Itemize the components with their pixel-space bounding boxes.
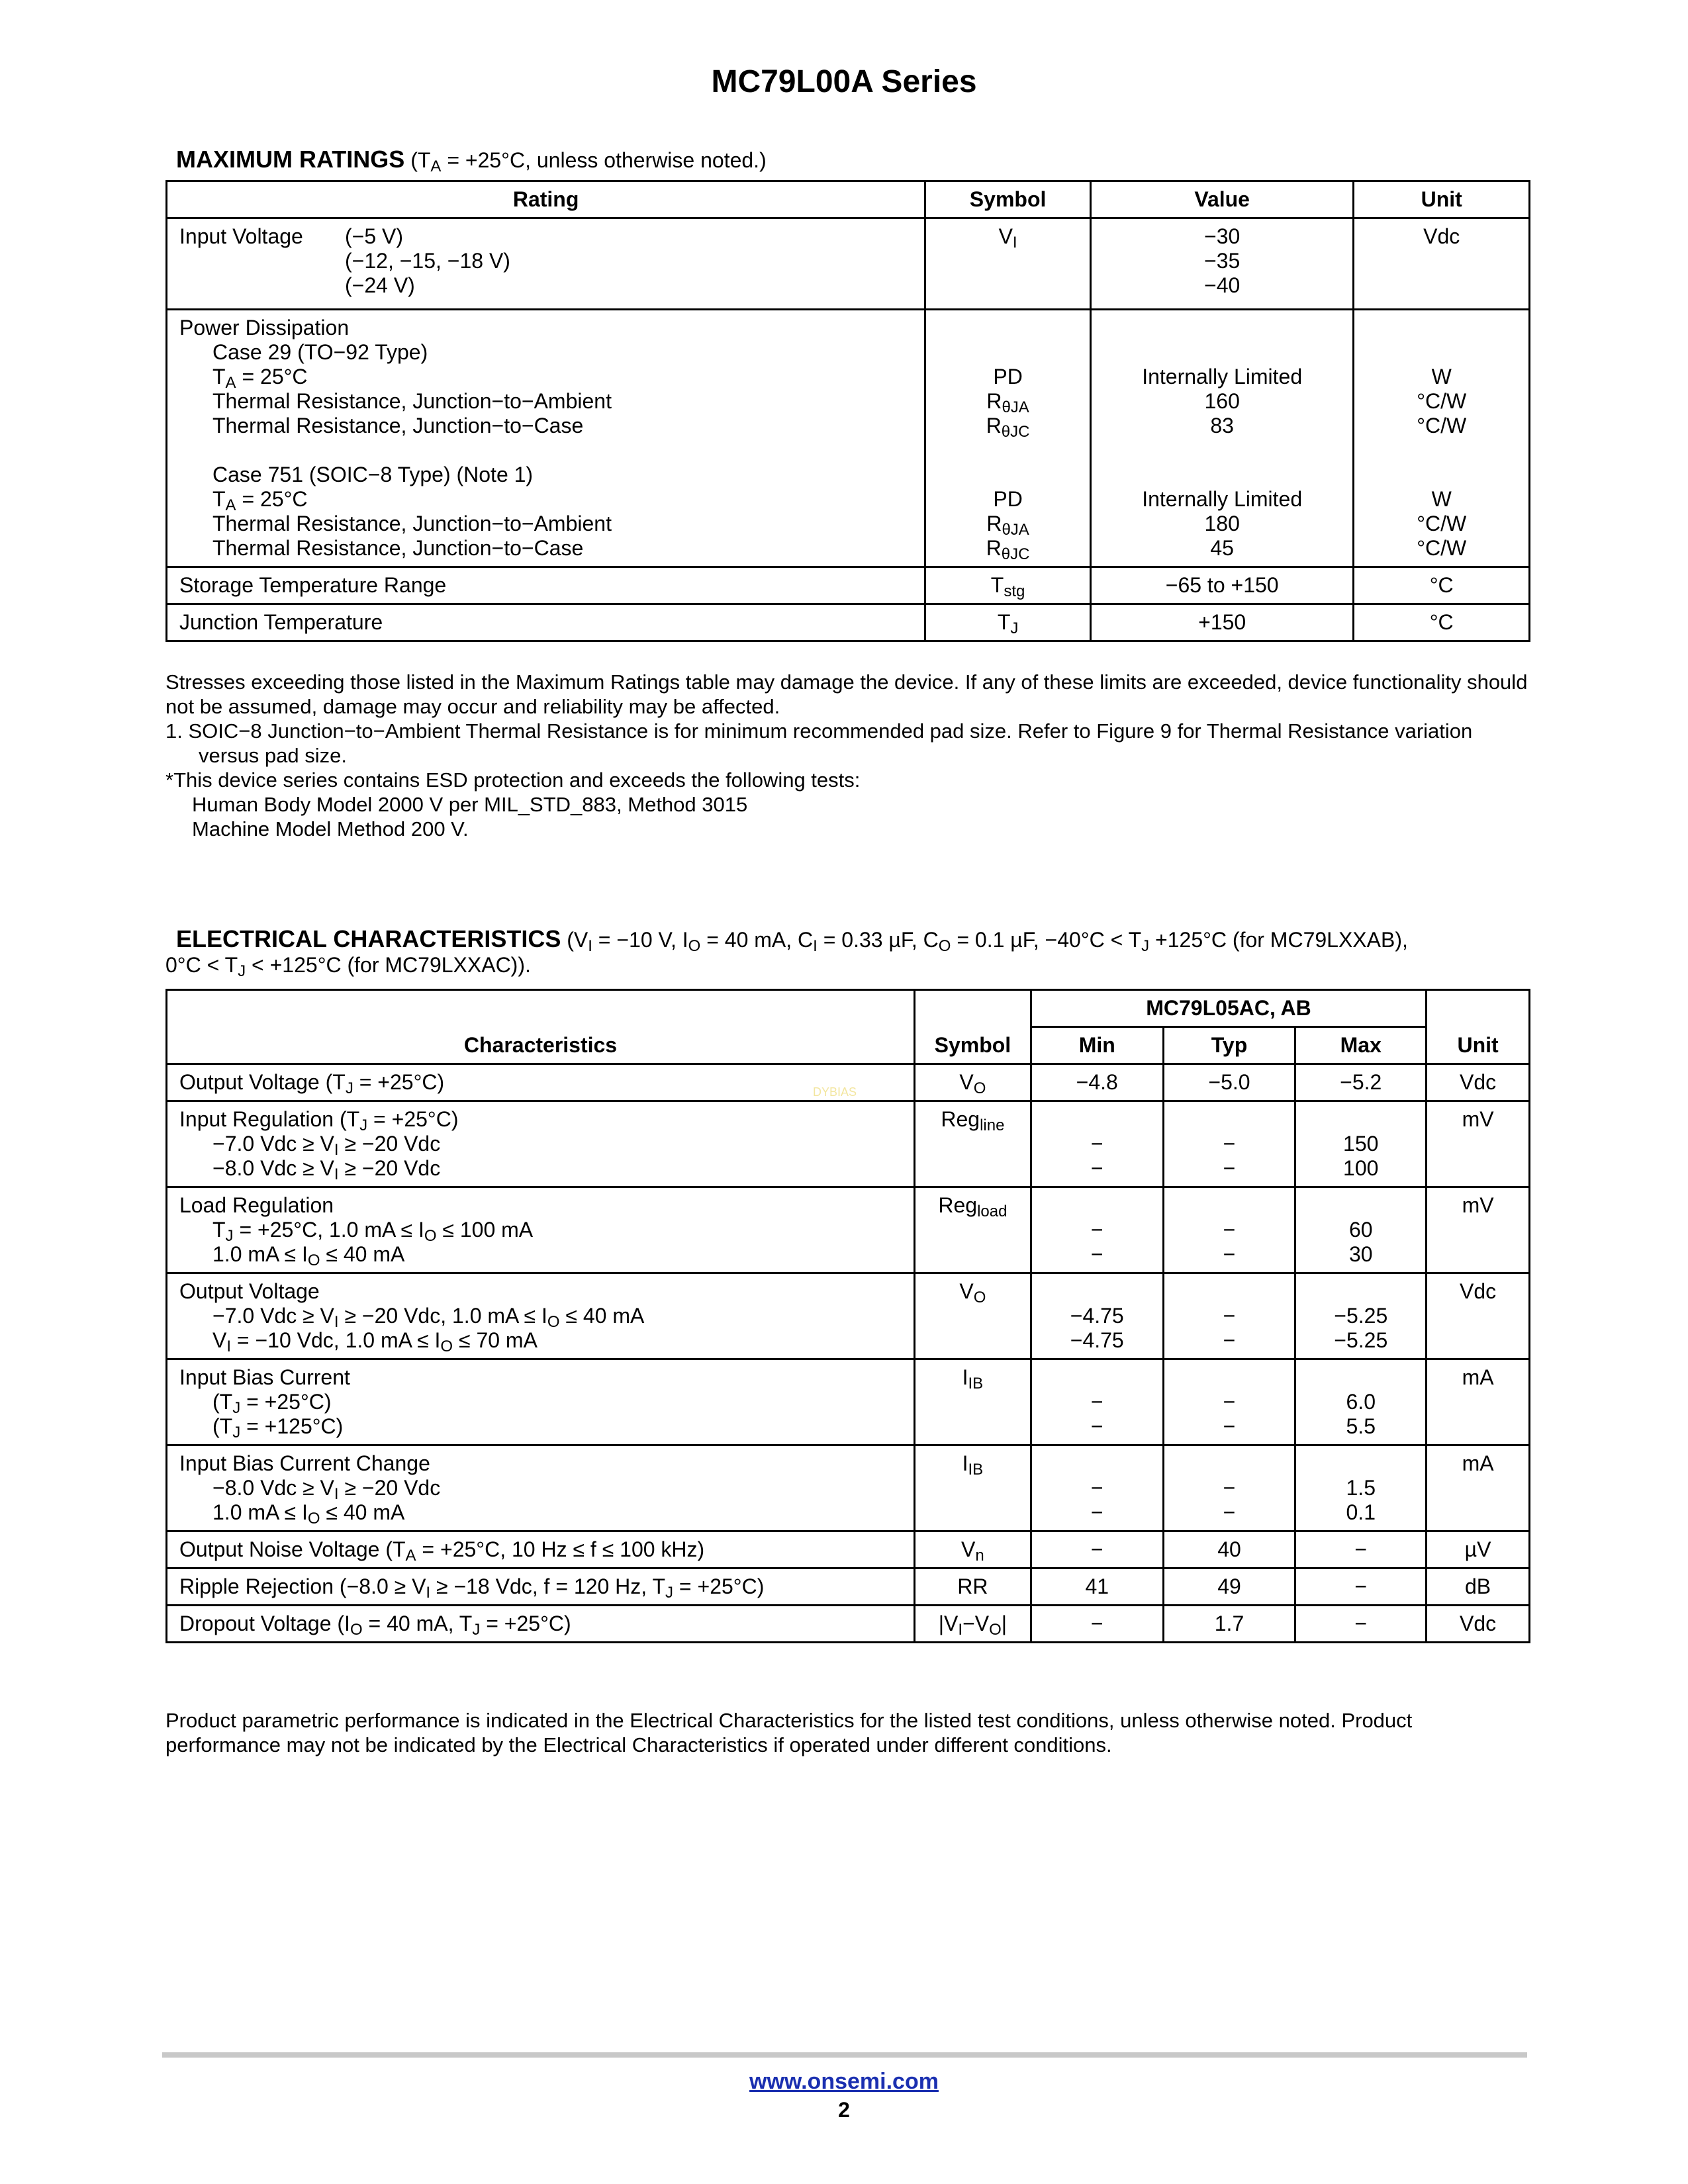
esd-note: *This device series contains ESD protection and exceeds the following tests:: [165, 768, 861, 792]
header-max: Max: [1295, 1027, 1427, 1064]
header-characteristics: Characteristics: [167, 990, 915, 1064]
unit-cell: W °C/W °C/W W °C/W °C/W: [1354, 310, 1530, 567]
page-number: 2: [838, 2098, 850, 2122]
header-typ: Typ: [1163, 1027, 1295, 1064]
header-rating: Rating: [167, 181, 925, 218]
symbol-cell: PD $R_{\theta JA}$ $R_{\theta JC}$ PD $R_{\theta JA}$ $R_{\theta JC}$: [925, 310, 1091, 567]
unit-cell: Vdc: [1354, 218, 1530, 310]
table-row: [167, 218, 1530, 310]
table-row: Output Noise Voltage ($T_A = +25^\circ C$, 10 Hz ≤ f ≤ 100 kHz) $V_n$ − 40 − µV: [167, 1531, 1530, 1569]
footer-link[interactable]: www.onsemi.com: [749, 2069, 939, 2094]
max-ratings-notes: Stresses exceeding those listed in the Maximum Ratings table may damage the device. If any of these limits are exceeded, device functionality should not be assumed, damage may occur and reliability may be affected. 1. SOIC−8 Junction−to−Ambient Thermal Resistance is for minimum recommended pad size. Refer to Figure 9 for Thermal Resistance variation versus pad size. *This device series contains ESD protection and exceeds the following tests: Human Body Model 2000 V per MIL_STD_883, Method 3015 Machine Model Method 200 V.: [165, 670, 1529, 841]
header-group: MC79L05AC, AB: [1031, 990, 1426, 1027]
max-ratings-heading: MAXIMUM RATINGS ($T_A = +25^\circ C$, unless otherwise noted.): [176, 146, 767, 175]
elec-char-table: [165, 989, 1530, 1643]
table-row: Load Regulation $T_J = +25^\circ C$, 1.0 mA ≤ $I_O \le 100$ mA 1.0 mA ≤ $I_O \le 40$ mA Reg$_{load}$ − − − − 60 30 mV: [167, 1187, 1530, 1273]
header-unit: Unit: [1427, 990, 1530, 1064]
variant: (−5 V): [345, 224, 404, 248]
table-row: Input Regulation $(T_J = +25^\circ C)$ −7.0 Vdc ≥ $V_I \ge -20$ Vdc −8.0 Vdc ≥ $V_I \ge -20$ Vdc Reg$_{line}$ − − − − 150 100 mV: [167, 1101, 1530, 1187]
table-row: Dropout Voltage ($I_O = 40$ mA, $T_J = +25^\circ C$) $|V_I-V_O|$ − 1.7 − Vdc: [167, 1606, 1530, 1643]
table-header-row: [167, 181, 1530, 218]
symbol-cell: $V_I$: [925, 218, 1091, 310]
table-row: Input Bias Current $(T_J = +25^\circ C)$ $(T_J = +125^\circ C)$ $I_{IB}$ − − − − 6.0 5.5 mA: [167, 1359, 1530, 1445]
value-cell: −30 −35 −40: [1090, 218, 1353, 310]
variant: (−12, −15, −18 V): [345, 249, 510, 273]
header-min: Min: [1031, 1027, 1163, 1064]
variant: (−24 V): [345, 273, 415, 297]
max-ratings-table: [165, 180, 1530, 642]
note-1: 1. SOIC−8 Junction−to−Ambient Thermal Resistance is for minimum recommended pad size. Refer to Figure 9 for Thermal Resistance variation versus pad size.: [165, 719, 1473, 767]
elec-heading: ELECTRICAL CHARACTERISTICS ($V_I = -10$ V, $I_O = 40$ mA, $C_I = 0.33$ µF, $C_O = 0.1$ µF, $-40^\circ C < T_J +125^\circ C$ (for MC79LXXAB), $0^\circ C < T_J < +125^\circ C$ (for MC79LXXAC)).: [165, 925, 1408, 980]
table-row: Storage Temperature Range $T_{stg}$ −65 to +150 °C: [167, 567, 1530, 604]
table-row: Output Voltage $(T_J = +25^\circ C)$ $V_O$ −4.8 −5.0 −5.2 Vdc: [167, 1064, 1530, 1101]
table-row: Ripple Rejection ($-8.0 \ge V_I \ge -18$ Vdc, f = 120 Hz, $T_J = +25^\circ C$) RR 41 49 − dB: [167, 1569, 1530, 1606]
header-value: Value: [1090, 181, 1353, 218]
page-title: MC79L00A Series: [711, 64, 977, 99]
table-row: Input Bias Current Change −8.0 Vdc ≥ $V_I \ge -20$ Vdc 1.0 mA ≤ $I_O \le 40$ mA $I_{IB}$ − − − − 1.5 0.1 mA: [167, 1445, 1530, 1531]
rating-label: Input Voltage: [179, 224, 303, 248]
table-row: Power Dissipation Case 29 (TO−92 Type) $T_A = 25^\circ C$ Thermal Resistance, Junction−to−Ambient Thermal Resistance, Junction−to−Case Case 751 (SOIC−8 Type) (Note 1) $T_A = 25^\circ C$ Thermal Resistance, Junction−to−Ambient Thermal Resistance, Junction−to−Case PD $R_{\theta JA}$ $R_{\theta JC}$ PD $R_{\theta JA}$ $R_{\theta JC}$ Internally Limited 160 83 Internally Limited 180 45 W °C/W °C/W W °C/W °C/W: [167, 310, 1530, 567]
value-cell: Internally Limited 160 83 Internally Limited 180 45: [1090, 310, 1353, 567]
watermark: DYBIAS: [813, 1085, 857, 1099]
table-row: Junction Temperature $T_J$ +150 °C: [167, 604, 1530, 641]
stress-note: Stresses exceeding those listed in the Maximum Ratings table may damage the device. If any of these limits are exceeded, device functionality should not be assumed, damage may occur and reliability may be affected.: [165, 670, 1528, 718]
table-row: Output Voltage −7.0 Vdc ≥ $V_I \ge -20$ Vdc, 1.0 mA ≤ $I_O \le 40$ mA $V_I = -10$ Vdc, 1.0 mA ≤ $I_O \le 70$ mA $V_O$ −4.75 −4.75 − − −5.25 −5.25 Vdc: [167, 1273, 1530, 1359]
footer-divider: [162, 2052, 1527, 2058]
header-symbol: Symbol: [925, 181, 1091, 218]
header-unit: Unit: [1354, 181, 1530, 218]
header-symbol: Symbol: [914, 990, 1031, 1064]
elec-footnote: Product parametric performance is indicated in the Electrical Characteristics for the listed test conditions, unless otherwise noted. Product performance may not be indicated by the Electrical Characteristics if operated under different conditions.: [165, 1709, 1413, 1756]
